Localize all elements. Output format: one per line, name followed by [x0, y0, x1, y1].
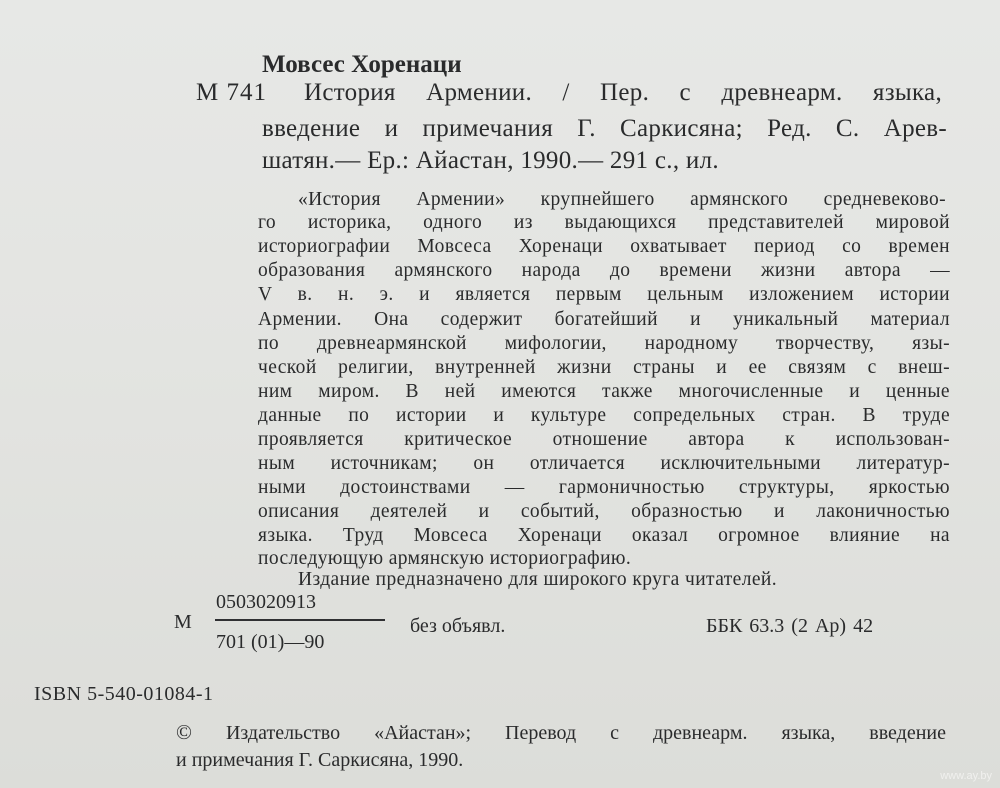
bibliography-line: шатян.— Ер.: Айастан, 1990.— 291 с., ил.: [262, 147, 719, 174]
abstract-line: ным источникам; он отличается исключительными литератур-: [258, 453, 950, 474]
author-name: Мовсес Хоренаци: [262, 51, 462, 78]
price-note: без объявл.: [410, 615, 506, 637]
bbk-classification: ББК 63.3 (2 Ар) 42: [706, 615, 874, 637]
abstract-line: Армении. Она содержит богатейший и уникальный материал: [258, 309, 950, 330]
copyright-line: и примечания Г. Саркисяна, 1990.: [176, 749, 464, 771]
abstract-line: историографии Мовсеса Хоренаци охватывает период со времен: [258, 236, 950, 257]
abstract-line: ными достоинствами — гармоничностью структуры, яркостью: [258, 477, 950, 498]
abstract-line: ческой религии, внутренней жизни страны и ее связям с внеш-: [258, 357, 950, 378]
copyright-icon: ©: [176, 720, 192, 744]
copyright-line: © Издательство «Айастан»; Перевод с древнеарм. языка, введение: [176, 720, 946, 744]
catalog-code: М 741: [196, 79, 267, 106]
abstract-line: последующую армянскую историографию.: [258, 548, 632, 569]
abstract-line: го историка, одного из выдающихся представителей мировой: [258, 212, 950, 233]
imprint-letter: М: [174, 611, 192, 633]
bibliography-line: введение и примечания Г. Саркисяна; Ред. С. Арев-: [262, 115, 947, 142]
isbn: ISBN 5-540-01084-1: [34, 683, 214, 705]
abstract-line: языка. Труд Мовсеса Хоренаци оказал огромное влияние на: [258, 525, 950, 546]
abstract-line: описания деятелей и событий, образностью и лаконичностью: [258, 501, 950, 522]
imprint-numerator: 0503020913: [216, 591, 316, 613]
abstract-line: по древнеармянской мифологии, народному творчеству, язы-: [258, 333, 950, 354]
abstract-line: ним миром. В ней имеются также многочисленные и ценные: [258, 381, 950, 402]
audience-note: Издание предназначено для широкого круга читателей.: [298, 569, 778, 590]
bibliography-line: История Армении. / Пер. с древнеарм. языка,: [304, 79, 942, 106]
abstract-line: «История Армении» крупнейшего армянского средневеково-: [298, 189, 946, 210]
abstract-line: проявляется критическое отношение автора к использован-: [258, 429, 950, 450]
watermark: www.ay.by: [940, 770, 992, 782]
fraction-rule: [215, 619, 385, 621]
abstract-line: образования армянского народа до времени жизни автора —: [258, 260, 950, 281]
abstract-line: данные по истории и культуре сопредельных стран. В труде: [258, 405, 950, 426]
abstract-line: V в. н. э. и является первым цельным изложением истории: [258, 284, 950, 305]
imprint-denominator: 701 (01)—90: [216, 631, 325, 653]
